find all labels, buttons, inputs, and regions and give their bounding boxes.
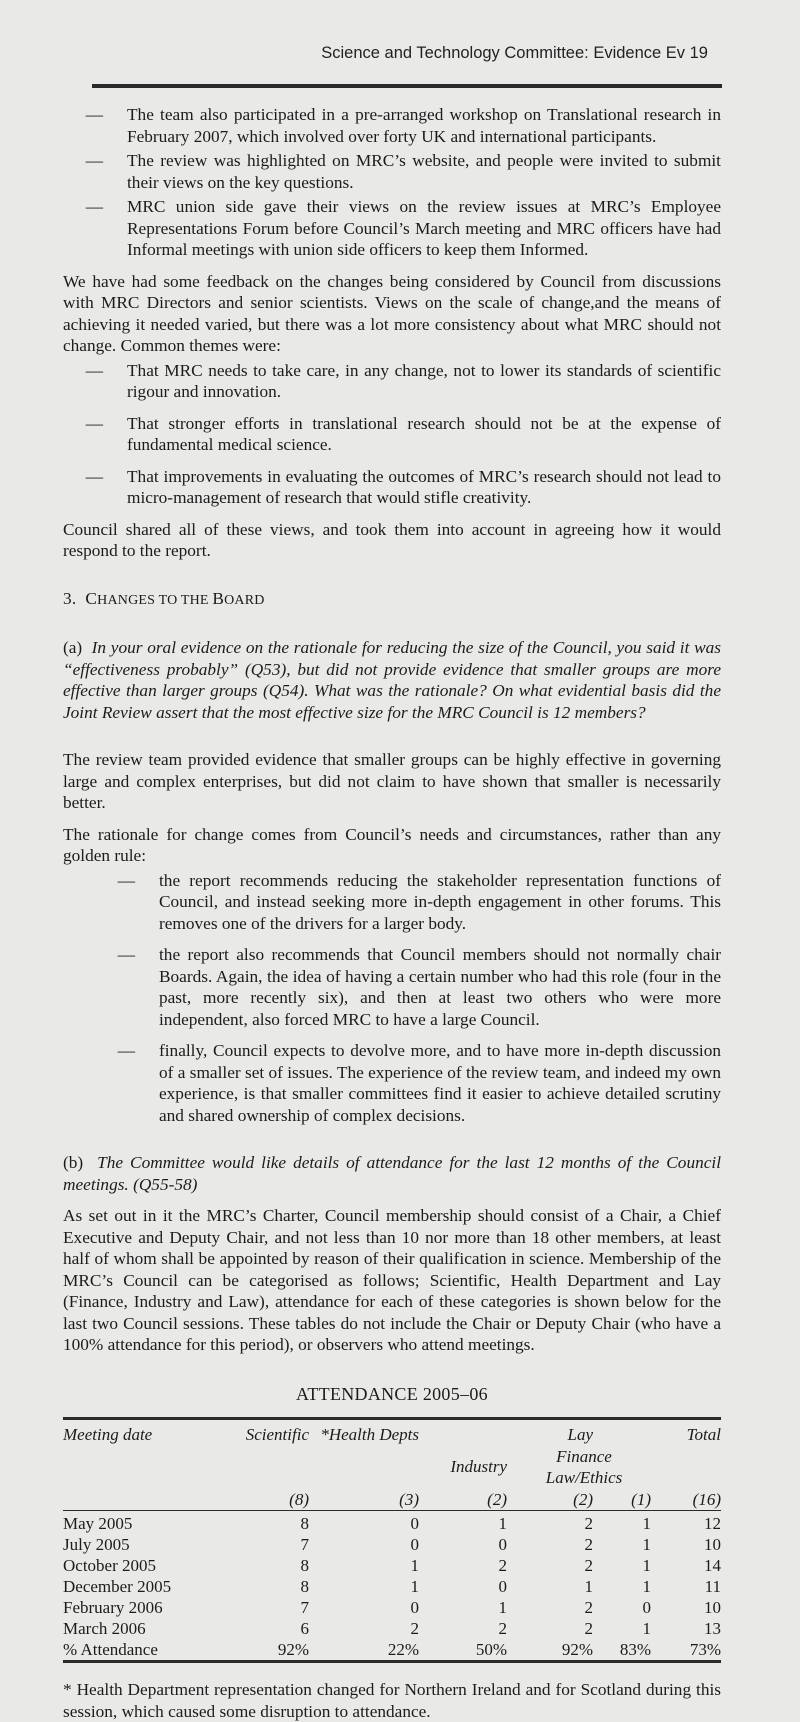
- bullet-item: — The team also participated in a pre-arranged workshop on Translational research in February 2007, which involved over forty UK and international participants.: [85, 105, 721, 146]
- rationale-item: — finally, Council expects to devolve more, and to have more in-depth discussion of a smaller set of issues. The experience of the review team, and indeed my own experience, is that smaller committees find it easier to achieve detailed scrutiny and shared ownership of complex decisions.: [117, 1041, 721, 1125]
- theme-item: — That stronger efforts in translational research should not be at the expense of fundamental medical science.: [85, 413, 721, 454]
- bullet-item: — MRC union side gave their views on the review issues at MRC’s Employee Representations Forum before Council’s March meeting and MRC officers have had Informal meetings with union side officers to keep them Informed.: [85, 197, 721, 259]
- answer-b-paragraph: As set out in it the MRC’s Charter, Council membership should consist of a Chair, a Chief Executive and Deputy Chair, and not less than 10 nor more than 18 other members, at least half of whom shall be appointed by reason of their qualification in science. Membership of the MRC’s Council can be categorised as follows; Scientific, Health Department and Lay (Finance, Industry and Law), attendance for each of these categories is shown below for the last two Council sessions. These tables do not include the Chair or Deputy Chair (who have a 100% attendance for this period), or observers who attend meetings.: [63, 1206, 721, 1354]
- count-cell: (1): [631, 1489, 651, 1509]
- document-body: [63, 104, 721, 1722]
- header-finance-law: Finance Law/Ethics: [545, 1446, 623, 1487]
- feedback-paragraph: We have had some feedback on the changes being considered by Council from discussions with MRC Directors and senior scientists. Views on the scale of change,and the means of achieving it needed varied, but there was a lot more consistency about what MRC should not change. Common themes were:: [63, 271, 721, 355]
- header-rule: [92, 84, 722, 88]
- table-row: December 2005 8 1 0 1 1 11: [63, 1577, 721, 1596]
- section-heading: 3. CHANGES TO THE BOARD: [63, 588, 265, 608]
- council-paragraph: Council shared all of these views, and took them into account in agreeing how it would respond to the report.: [63, 519, 721, 560]
- header-health: *Health Depts: [320, 1425, 419, 1444]
- count-cell: (2): [487, 1489, 507, 1509]
- theme-item: — That MRC needs to take care, in any change, not to lower its standards of scientific rigour and innovation.: [85, 360, 721, 401]
- rationale-item: — the report also recommends that Council members should not normally chair Boards. Again, the idea of having a certain number who had this role (four in the past, more recently six), and then at least two others who were more independent, also forced MRC to have a large Council.: [117, 945, 721, 1029]
- header-scientific: Scientific: [245, 1425, 309, 1444]
- table-title: ATTENDANCE 2005–06: [296, 1383, 488, 1404]
- question-b: (b) The Committee would like details of attendance for the last 12 months of the Council meetings. (Q55-58): [63, 1153, 722, 1194]
- footnote: * Health Department representation changed for Northern Ireland and for Scotland during this session, which caused some disruption to attendance.: [63, 1680, 721, 1721]
- theme-item: — That improvements in evaluating the outcomes of MRC’s research should not lead to micro-management of research that would stifle creativity.: [85, 466, 721, 507]
- rationale-item: — the report recommends reducing the stakeholder representation functions of Council, and instead seeking more in-depth engagement in other forums. This removes one of the drivers for a larger body.: [117, 870, 721, 933]
- count-cell: (16): [692, 1489, 721, 1509]
- answer-a-paragraph: The rationale for change comes from Council’s needs and circumstances, rather than any golden rule:: [63, 824, 721, 865]
- attendance-table: [63, 1417, 721, 1665]
- header-industry: Industry: [450, 1457, 507, 1477]
- running-head: Science and Technology Committee: Evidence Ev 19: [321, 44, 708, 62]
- count-cell: (2): [573, 1489, 593, 1509]
- count-cell: (3): [399, 1489, 419, 1509]
- count-cell: (8): [289, 1489, 309, 1509]
- table-row: March 2006 6 2 2 2 1 13: [63, 1619, 721, 1638]
- table-row: July 2005 7 0 0 2 1 10: [63, 1535, 721, 1554]
- bullet-item: — The review was highlighted on MRC’s website, and people were invited to submit their views on the key questions.: [85, 151, 721, 192]
- question-a: (a) In your oral evidence on the rationale for reducing the size of the Council, you said it was “effectiveness probably” (Q53), but did not provide evidence that smaller groups are more effective than larger groups (Q54). What was the rationale? On what evidential basis did the Joint Review assert that the most effective size for the MRC Council is 12 members?: [63, 638, 721, 722]
- table-row: May 2005 8 0 1 2 1 12: [63, 1514, 721, 1533]
- header-lay: Lay: [567, 1425, 593, 1444]
- attendance-total-row: % Attendance 92% 22% 50% 92% 83% 73%: [63, 1640, 721, 1659]
- table-row: February 2006 7 0 1 2 0 10: [63, 1598, 721, 1617]
- header-meeting-date: Meeting date: [63, 1425, 153, 1444]
- header-total: Total: [686, 1425, 721, 1444]
- table-row: October 2005 8 1 2 2 1 14: [63, 1556, 721, 1575]
- answer-a-paragraph: The review team provided evidence that smaller groups can be highly effective in governing large and complex enterprises, but did not claim to have shown that smaller is necessarily better.: [63, 750, 721, 812]
